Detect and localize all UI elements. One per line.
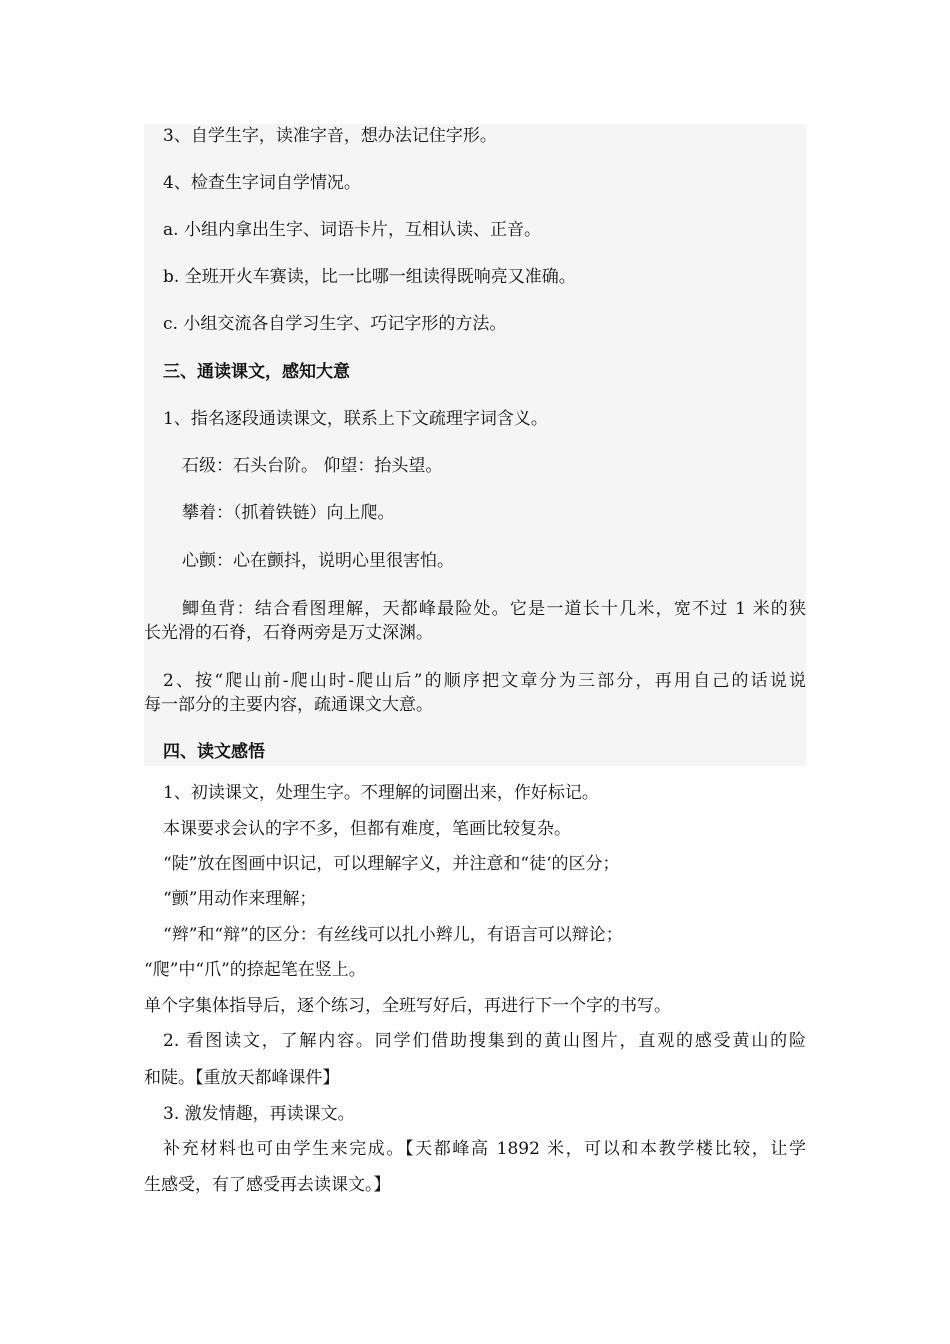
read-1: 1、初读课文，处理生字。不理解的词圈出来，作好标记。 xyxy=(163,783,599,803)
char-bian: “辫”和“辩”的区分：有丝线可以扎小辫儿，有语言可以辩论； xyxy=(163,925,623,945)
section-heading-4: 四、读文感悟 xyxy=(163,742,265,762)
read-2-line1: 2. 看图读文，了解内容。同学们借助搜集到的黄山图片，直观的感受黄山的险 xyxy=(163,1031,806,1051)
term-xinchan: 心颤：心在颤抖，说明心里很害怕。 xyxy=(182,551,454,571)
char-pa: “爬”中“爪”的捺起笔在竖上。 xyxy=(144,960,366,980)
term-jiyubei-line2: 长光滑的石脊，石脊两旁是万丈深渊。 xyxy=(144,623,433,643)
item-1: 1、指名逐段通读课文，联系上下文疏理字词含义。 xyxy=(163,409,548,429)
read-1-note: 本课要求会认的字不多，但都有难度，笔画比较复杂。 xyxy=(163,819,571,839)
term-panzhe: 攀着：（抓着铁链）向上爬。 xyxy=(182,503,395,523)
item-2-line2: 每一部分的主要内容，疏通课文大意。 xyxy=(144,695,433,715)
term-jiyubei-line1: 鲫鱼背：结合看图理解，天都峰最险处。它是一道长十几米，宽不过 1 米的狭 xyxy=(182,599,806,619)
read-3: 3. 激发情趣，再读课文。 xyxy=(163,1104,355,1124)
section-heading-3: 三、通读课文，感知大意 xyxy=(163,362,350,382)
step-4b: b. 全班开火车赛读，比一比哪一组读得既响亮又准确。 xyxy=(163,267,576,287)
item-2-line1: 2、按“爬山前-爬山时-爬山后”的顺序把文章分为三部分，再用自己的话说说 xyxy=(163,671,806,691)
step-4a: a. 小组内拿出生字、词语卡片，互相认读、正音。 xyxy=(163,220,541,240)
char-dou: “陡”放在图画中识记，可以理解字义，并注意和“徒‘的区分； xyxy=(163,854,620,874)
char-chan: “颤”用动作来理解； xyxy=(163,889,317,909)
writing-guide: 单个字集体指导后，逐个练习，全班写好后，再进行下一个字的书写。 xyxy=(144,996,671,1016)
step-3: 3、自学生字，读准字音，想办法记住字形。 xyxy=(163,126,497,146)
term-shiji: 石级：石头台阶。 仰望：抬头望。 xyxy=(182,456,443,476)
supplement-line1: 补充材料也可由学生来完成。【天都峰高 1892 米，可以和本教学楼比较，让学 xyxy=(163,1139,806,1159)
step-4: 4、检查生字词自学情况。 xyxy=(163,173,361,193)
supplement-line2: 生感受，有了感受再去读课文。】 xyxy=(144,1175,391,1195)
read-2-line2: 和陡。【重放天都峰课件】 xyxy=(144,1068,340,1088)
step-4c: c. 小组交流各自学习生字、巧记字形的方法。 xyxy=(163,314,507,334)
